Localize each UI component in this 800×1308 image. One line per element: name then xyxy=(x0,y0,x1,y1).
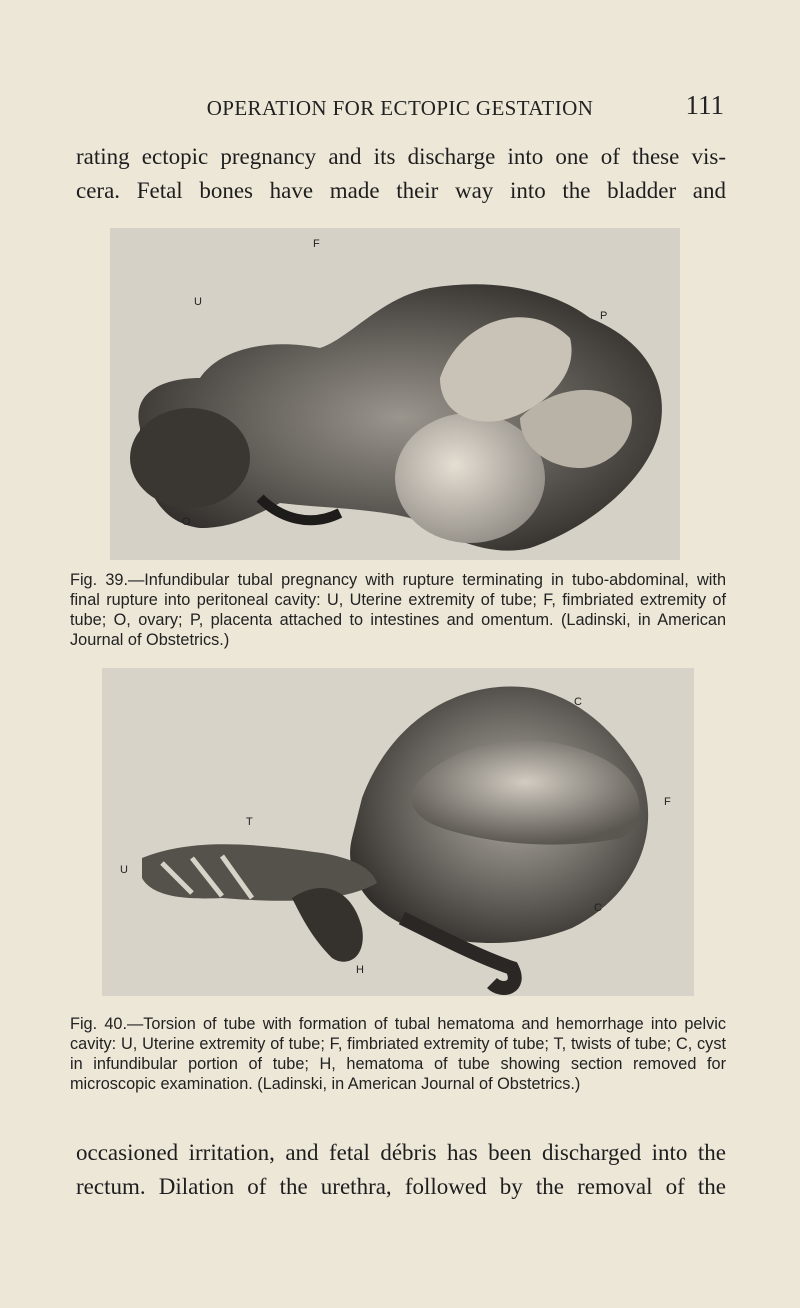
text-line: rating ectopic pregnancy and its discharge into one of these vis- xyxy=(76,144,726,169)
body-paragraph-bottom xyxy=(76,1136,726,1204)
fig40-label-f: F xyxy=(664,796,671,808)
fig40-label-c-top: C xyxy=(574,696,582,708)
text-line: rectum. Dilation of the urethra, followed by the removal of the xyxy=(76,1174,726,1199)
figure-40-specimen xyxy=(102,668,694,996)
fig39-label-p: P xyxy=(600,310,608,322)
running-title: OPERATION FOR ECTOPIC GESTATION xyxy=(206,96,594,120)
uterine-end xyxy=(130,408,250,508)
fig40-label-u: U xyxy=(120,864,128,876)
fig40-label-t: T xyxy=(246,816,253,828)
figure-39-caption: Fig. 39.—Infundibular tubal pregnancy with rupture terminating in tubo-abdominal, with final rupture into peritoneal cavity: U, Uterine extremity of tube; F, fimbriated extremity of tube; O, ovary; P, placenta attached to intestines and omentum. (Ladinski, in American Journal of Obstetrics.) xyxy=(70,571,726,649)
fig39-label-f: F xyxy=(313,238,320,250)
fig40-label-c-right: C xyxy=(594,902,602,914)
text-line: occasioned irritation, and fetal débris has been discharged into the xyxy=(76,1140,726,1165)
figure-40-photo xyxy=(102,668,694,996)
figure-39-photo xyxy=(110,228,680,560)
running-header xyxy=(0,90,800,130)
fig39-label-u: U xyxy=(194,296,202,308)
body-paragraph-top xyxy=(76,140,726,208)
text-line: cera. Fetal bones have made their way into the bladder and xyxy=(76,178,726,203)
fig40-label-h: H xyxy=(356,964,364,976)
page-number: 111 xyxy=(685,90,724,120)
figure-40-caption: Fig. 40.—Torsion of tube with formation of tubal hematoma and hemorrhage into pelvic cavity: U, Uterine extremity of tube; F, fimbriated extremity of tube; T, twists of tube; C, cyst in infundibular portion of tube; H, hematoma of tube showing section removed for microscopic examination. (Ladinski, in American Journal of Obstetrics.) xyxy=(70,1015,726,1093)
figure-39-specimen xyxy=(110,228,680,560)
fig39-label-o: O xyxy=(182,516,191,528)
